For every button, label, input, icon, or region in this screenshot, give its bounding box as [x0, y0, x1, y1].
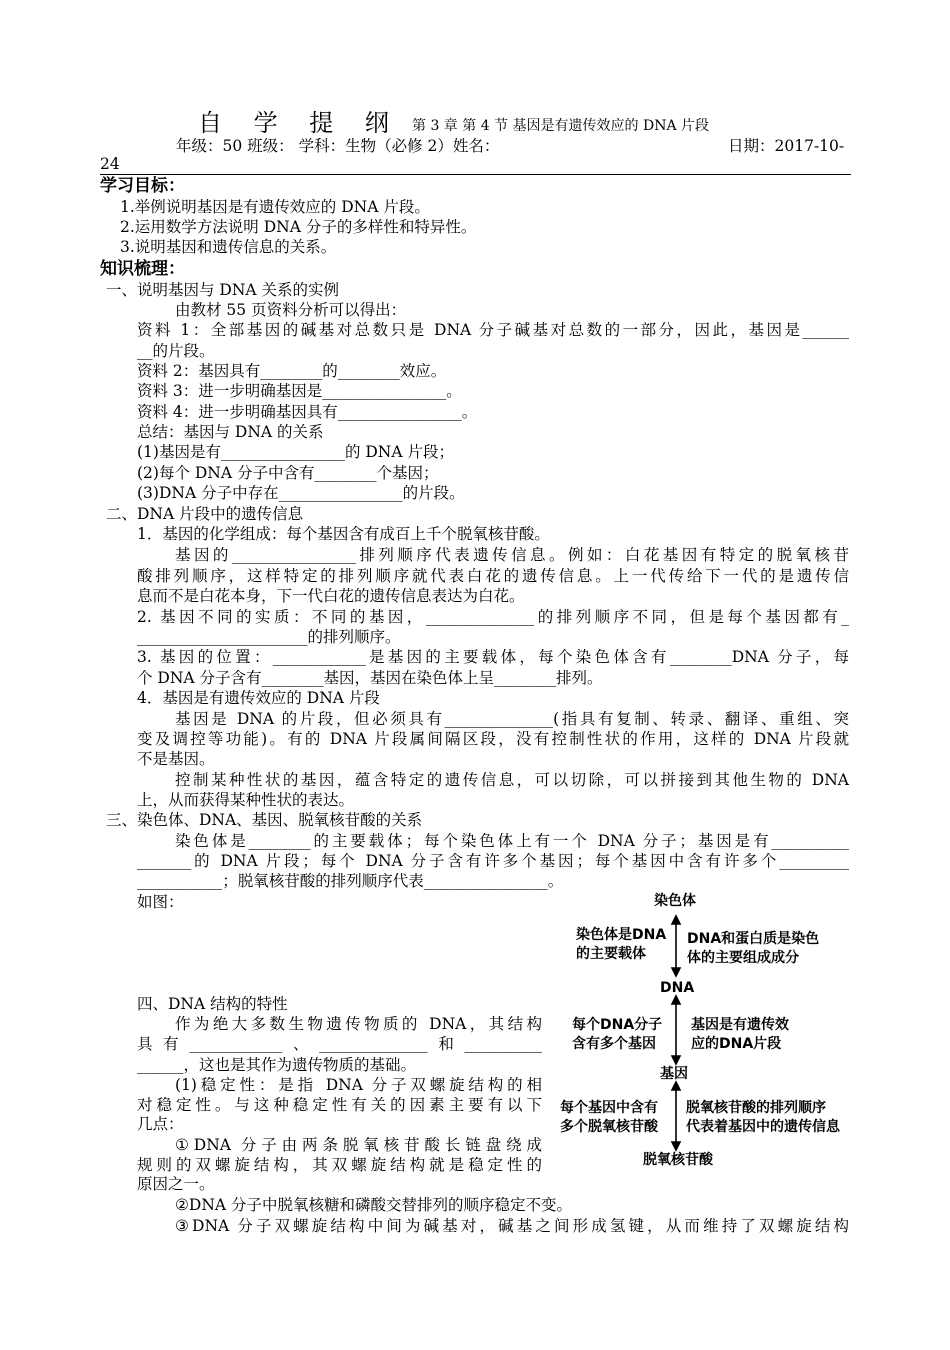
section-2-item: 4．基因是有遗传效应的 DNA 片段: [137, 689, 380, 707]
arrow-head-up: [672, 916, 680, 924]
arrow1-right-label: DNA和蛋白质是染色: [687, 931, 820, 947]
date-label: 日期：2017-10-: [728, 137, 845, 155]
section-4-para: 原因之一。: [137, 1175, 215, 1193]
material-2: 资料 2：基因具有________的________效应。: [137, 362, 447, 380]
material-4: 资料 4：进一步明确基因具有________________。: [137, 403, 478, 421]
objective-item: 1.举例说明基因是有遗传效应的 DNA 片段。: [120, 198, 430, 216]
section-4-para: ③DNA 分子双螺旋结构中间为碱基对，碱基之间形成氢键，从而维持了双螺旋结构: [175, 1217, 849, 1235]
arrow1-left-label: 的主要载体: [576, 946, 646, 962]
section-2-para: 酸排列顺序，这样特定的排列顺序就代表白花的遗传信息。上一代传给下一代的是遗传信: [137, 567, 849, 585]
knowledge-heading: 知识梳理：: [100, 259, 185, 279]
material-3: 资料 3：进一步明确基因是________________。: [137, 382, 462, 400]
section-2-para: 变及调控等功能)。有的 DNA 片段属间隔区段，没有控制性状的作用，这样的 DNA 片段就: [137, 730, 849, 748]
section-2-para: 不是基因。: [137, 750, 215, 768]
arrow3-left-label: 每个基因中含有: [560, 1100, 658, 1116]
section-3-para: ___________；脱氧核苷酸的排列顺序代表________________。: [137, 872, 564, 890]
arrow-head-down: [672, 968, 680, 976]
summary-point: (2)每个 DNA 分子中含有________个基因；: [137, 464, 439, 482]
node-gene: 基因: [660, 1066, 688, 1082]
section-4-para: ①DNA 分子由两条脱氧核苷酸长链盘绕成: [175, 1136, 542, 1154]
arrow3-right-label: 代表着基因中的遗传信息: [686, 1119, 840, 1135]
arrow3-right-label: 脱氧核苷酸的排列顺序: [686, 1100, 826, 1116]
student-info-line: 年级：50 班级： 学科：生物（必修 2）姓名：: [176, 137, 500, 155]
date-wrap: 24: [100, 155, 120, 173]
worksheet-title: 自 学 提 纲: [198, 109, 401, 137]
objective-item: 3.说明基因和遗传信息的关系。: [120, 238, 337, 256]
figure-caption: 如图：: [137, 893, 184, 911]
node-deoxynucleotide: 脱氧核苷酸: [643, 1152, 713, 1168]
node-dna: DNA: [660, 980, 695, 996]
header-rule: [100, 174, 851, 175]
section-3-para: 染色体是________的主要载体；每个染色体上有一个 DNA 分子；基因是有__________: [175, 832, 849, 850]
arrow1-left-label: 染色体是DNA: [576, 927, 667, 943]
objectives-heading: 学习目标：: [100, 176, 185, 196]
section-2-title: 二、DNA 片段中的遗传信息: [106, 505, 304, 523]
section-2-para: 基因是 DNA 的片段，但必须具有______________(指具有复制、转录、翻译、重组、突: [175, 710, 849, 728]
arrow2-right-label: 应的DNA片段: [691, 1036, 782, 1052]
arrow2-right-label: 基因是有遗传效: [691, 1017, 789, 1033]
section-4-para: 几点：: [137, 1115, 184, 1133]
section-4-para: ②DNA 分子中脱氧核糖和磷酸交替排列的顺序稳定不变。: [175, 1196, 573, 1214]
section-1-intro: 由教材 55 页资料分析可以得出：: [175, 301, 407, 319]
relationship-diagram: [556, 888, 866, 1178]
section-2-item: 2. 基因不同的实质：不同的基因，______________的排列顺序不同，但是每个基因都有_: [137, 608, 849, 626]
section-2-item: 3. 基因的位置：____________是基因的主要载体，每个染色体含有________DNA 分子，每: [137, 648, 849, 666]
arrow2-left-label: 含有多个基因: [572, 1036, 656, 1052]
section-2-para: 息而不是白花本身，下一代白花的遗传信息表达为白花。: [137, 587, 525, 605]
node-chromosome: 染色体: [654, 893, 696, 909]
section-4-para: 作为绝大多数生物遗传物质的 DNA，其结构: [175, 1015, 542, 1033]
section-2-para: 个 DNA 分子含有________基因，基因在染色体上呈________排列。: [137, 669, 603, 687]
chapter-heading: 第 3 章 第 4 节 基因是有遗传效应的 DNA 片段: [412, 118, 710, 134]
section-3-para: _______的 DNA 片段；每个 DNA 分子含有许多个基因；每个基因中含有许多个_________: [137, 852, 849, 870]
arrow-head-down: [672, 1142, 680, 1150]
section-2-para: 上，从而获得某种性状的表达。: [137, 791, 355, 809]
summary-title: 总结：基因与 DNA 的关系: [137, 423, 324, 441]
material-1-cont: __的片段。: [137, 342, 215, 360]
objective-item: 2.运用数学方法说明 DNA 分子的多样性和特异性。: [120, 218, 477, 236]
summary-point: (1)基因是有________________的 DNA 片段；: [137, 443, 454, 461]
section-2-para: 基因的________________排列顺序代表遗传信息。例如：白花基因有特定的脱氧核苷: [175, 546, 849, 564]
material-1: 资料 1：全部基因的碱基对总数只是 DNA 分子碱基对总数的一部分，因此，基因是______: [137, 321, 849, 339]
section-1-title: 一、说明基因与 DNA 关系的实例: [106, 281, 340, 299]
section-4-title: 四、DNA 结构的特性: [137, 995, 288, 1013]
section-4-para: 对稳定性。与这种稳定性有关的因素主要有以下: [137, 1096, 542, 1114]
section-4-para: (1)稳定性：是指 DNA 分子双螺旋结构的相: [175, 1076, 542, 1094]
arrow-head-down: [672, 1056, 680, 1064]
arrow3-left-label: 多个脱氧核苷酸: [560, 1119, 658, 1135]
section-2-item: 1．基因的化学组成：每个基因含有成百上千个脱氧核苷酸。: [137, 525, 550, 543]
section-2-para: 控制某种性状的基因，蕴含特定的遗传信息，可以切除，可以拼接到其他生物的 DNA: [175, 771, 849, 789]
section-3-title: 三、染色体、DNA、基因、脱氧核苷酸的关系: [106, 811, 423, 829]
summary-point: (3)DNA 分子中存在________________的片段。: [137, 484, 465, 502]
section-4-para: 具有____________、______________和__________: [137, 1035, 542, 1053]
arrow2-left-label: 每个DNA分子: [572, 1017, 663, 1033]
section-4-para: 规则的双螺旋结构，其双螺旋结构就是稳定性的: [137, 1156, 542, 1174]
section-4-para: ______，这也是其作为遗传物质的基础。: [137, 1056, 417, 1074]
section-2-para: ______________________的排列顺序。: [137, 628, 401, 646]
arrow1-right-label: 体的主要组成成分: [687, 950, 799, 966]
